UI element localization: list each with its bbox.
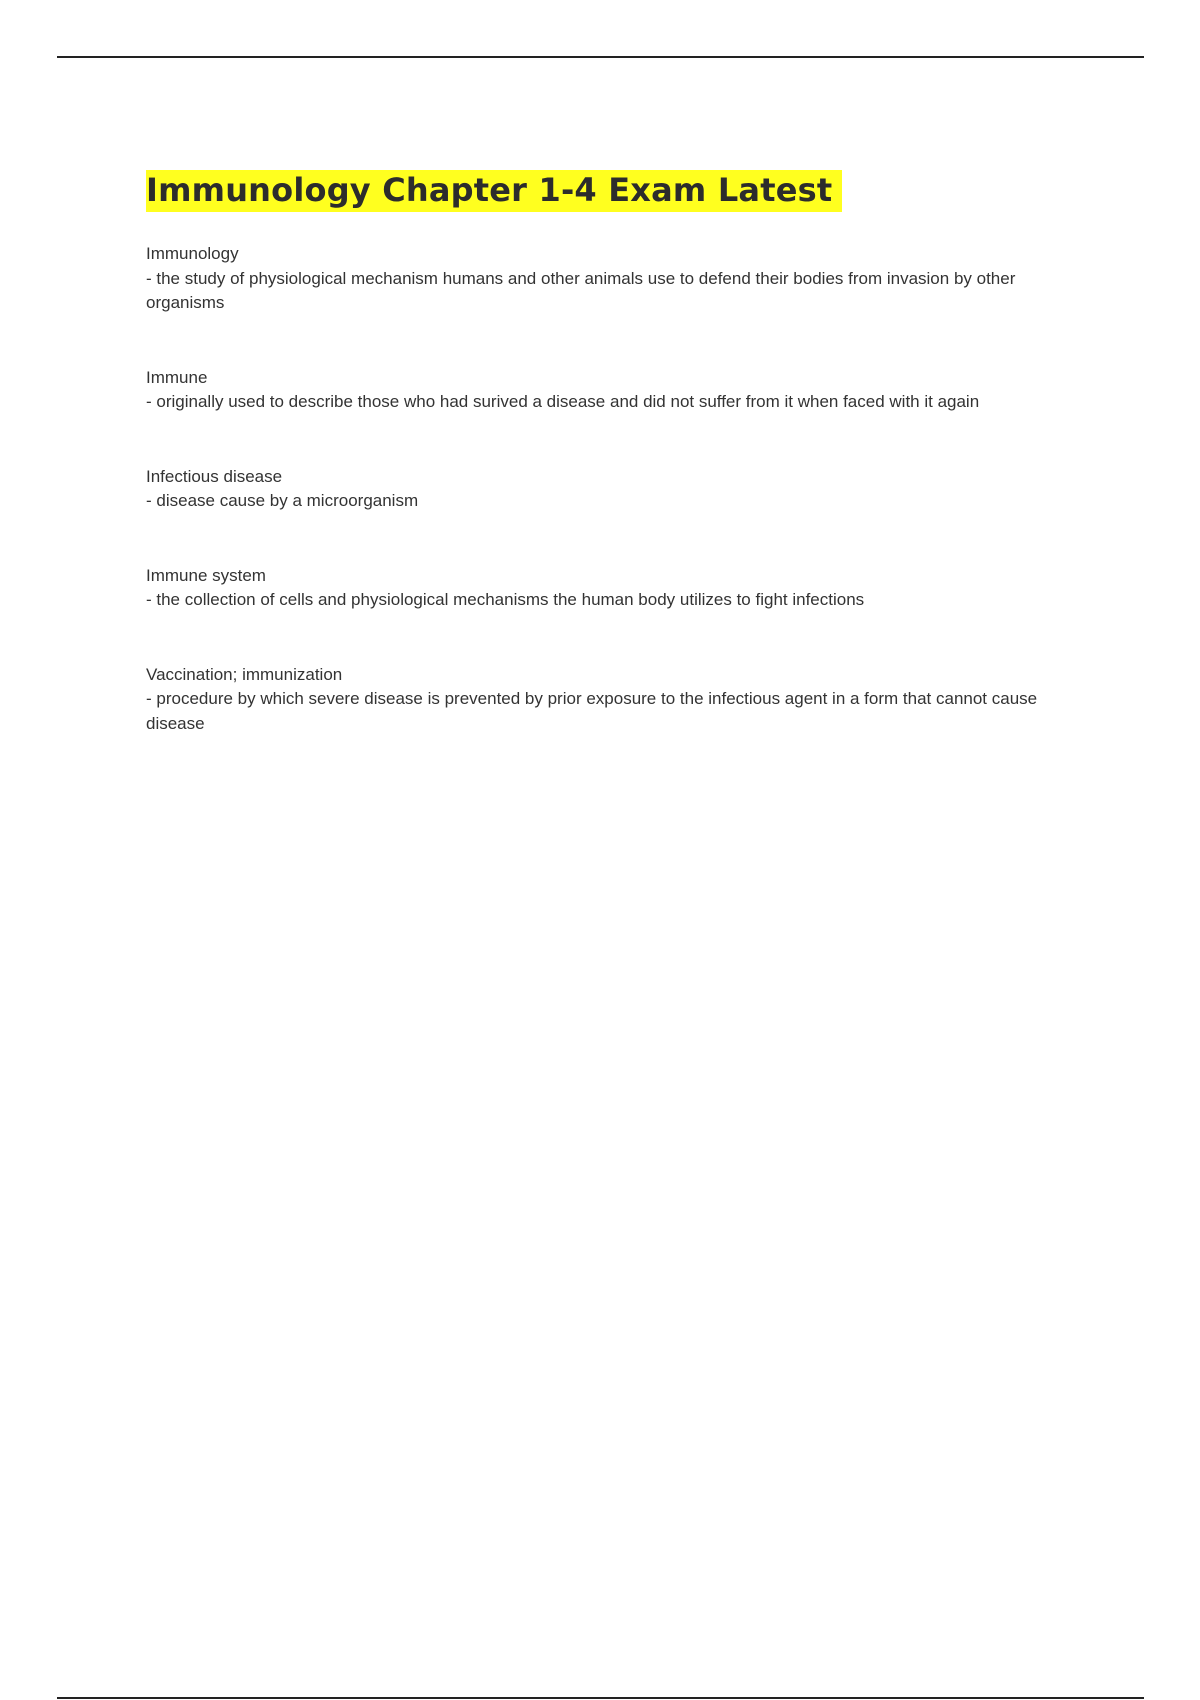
- term-label: Immune: [146, 367, 208, 387]
- term-list: [146, 242, 1076, 736]
- term-entry: [146, 465, 1076, 514]
- term-entry: [146, 663, 1076, 737]
- document-title: Immunology Chapter 1-4 Exam Latest: [146, 170, 842, 212]
- term-label: Immunology: [146, 244, 239, 263]
- term-definition: - disease cause by a microorganism: [146, 491, 419, 510]
- term-definition: - the study of physiological mechanism humans and other animals use to defend their bodies from invasion by other organisms: [146, 268, 1016, 312]
- term-definition: - the collection of cells and physiological mechanisms the human body utilizes to fight infections: [146, 590, 865, 609]
- term-label: Immune system: [146, 565, 266, 585]
- term-label: Infectious disease: [146, 466, 283, 486]
- term-definition: - originally used to describe those who had surived a disease and did not suffer from it when faced with it again: [146, 392, 980, 411]
- term-entry: [146, 242, 1076, 316]
- document-body: [146, 170, 1076, 786]
- term-entry: [146, 366, 1076, 415]
- header-rule: [57, 56, 1144, 58]
- footer-rule: [57, 1697, 1144, 1699]
- term-entry: [146, 564, 1076, 613]
- term-label: Vaccination; immunization: [146, 664, 343, 684]
- term-definition: - procedure by which severe disease is prevented by prior exposure to the infectious agent in a form that cannot cause disease: [146, 689, 1038, 733]
